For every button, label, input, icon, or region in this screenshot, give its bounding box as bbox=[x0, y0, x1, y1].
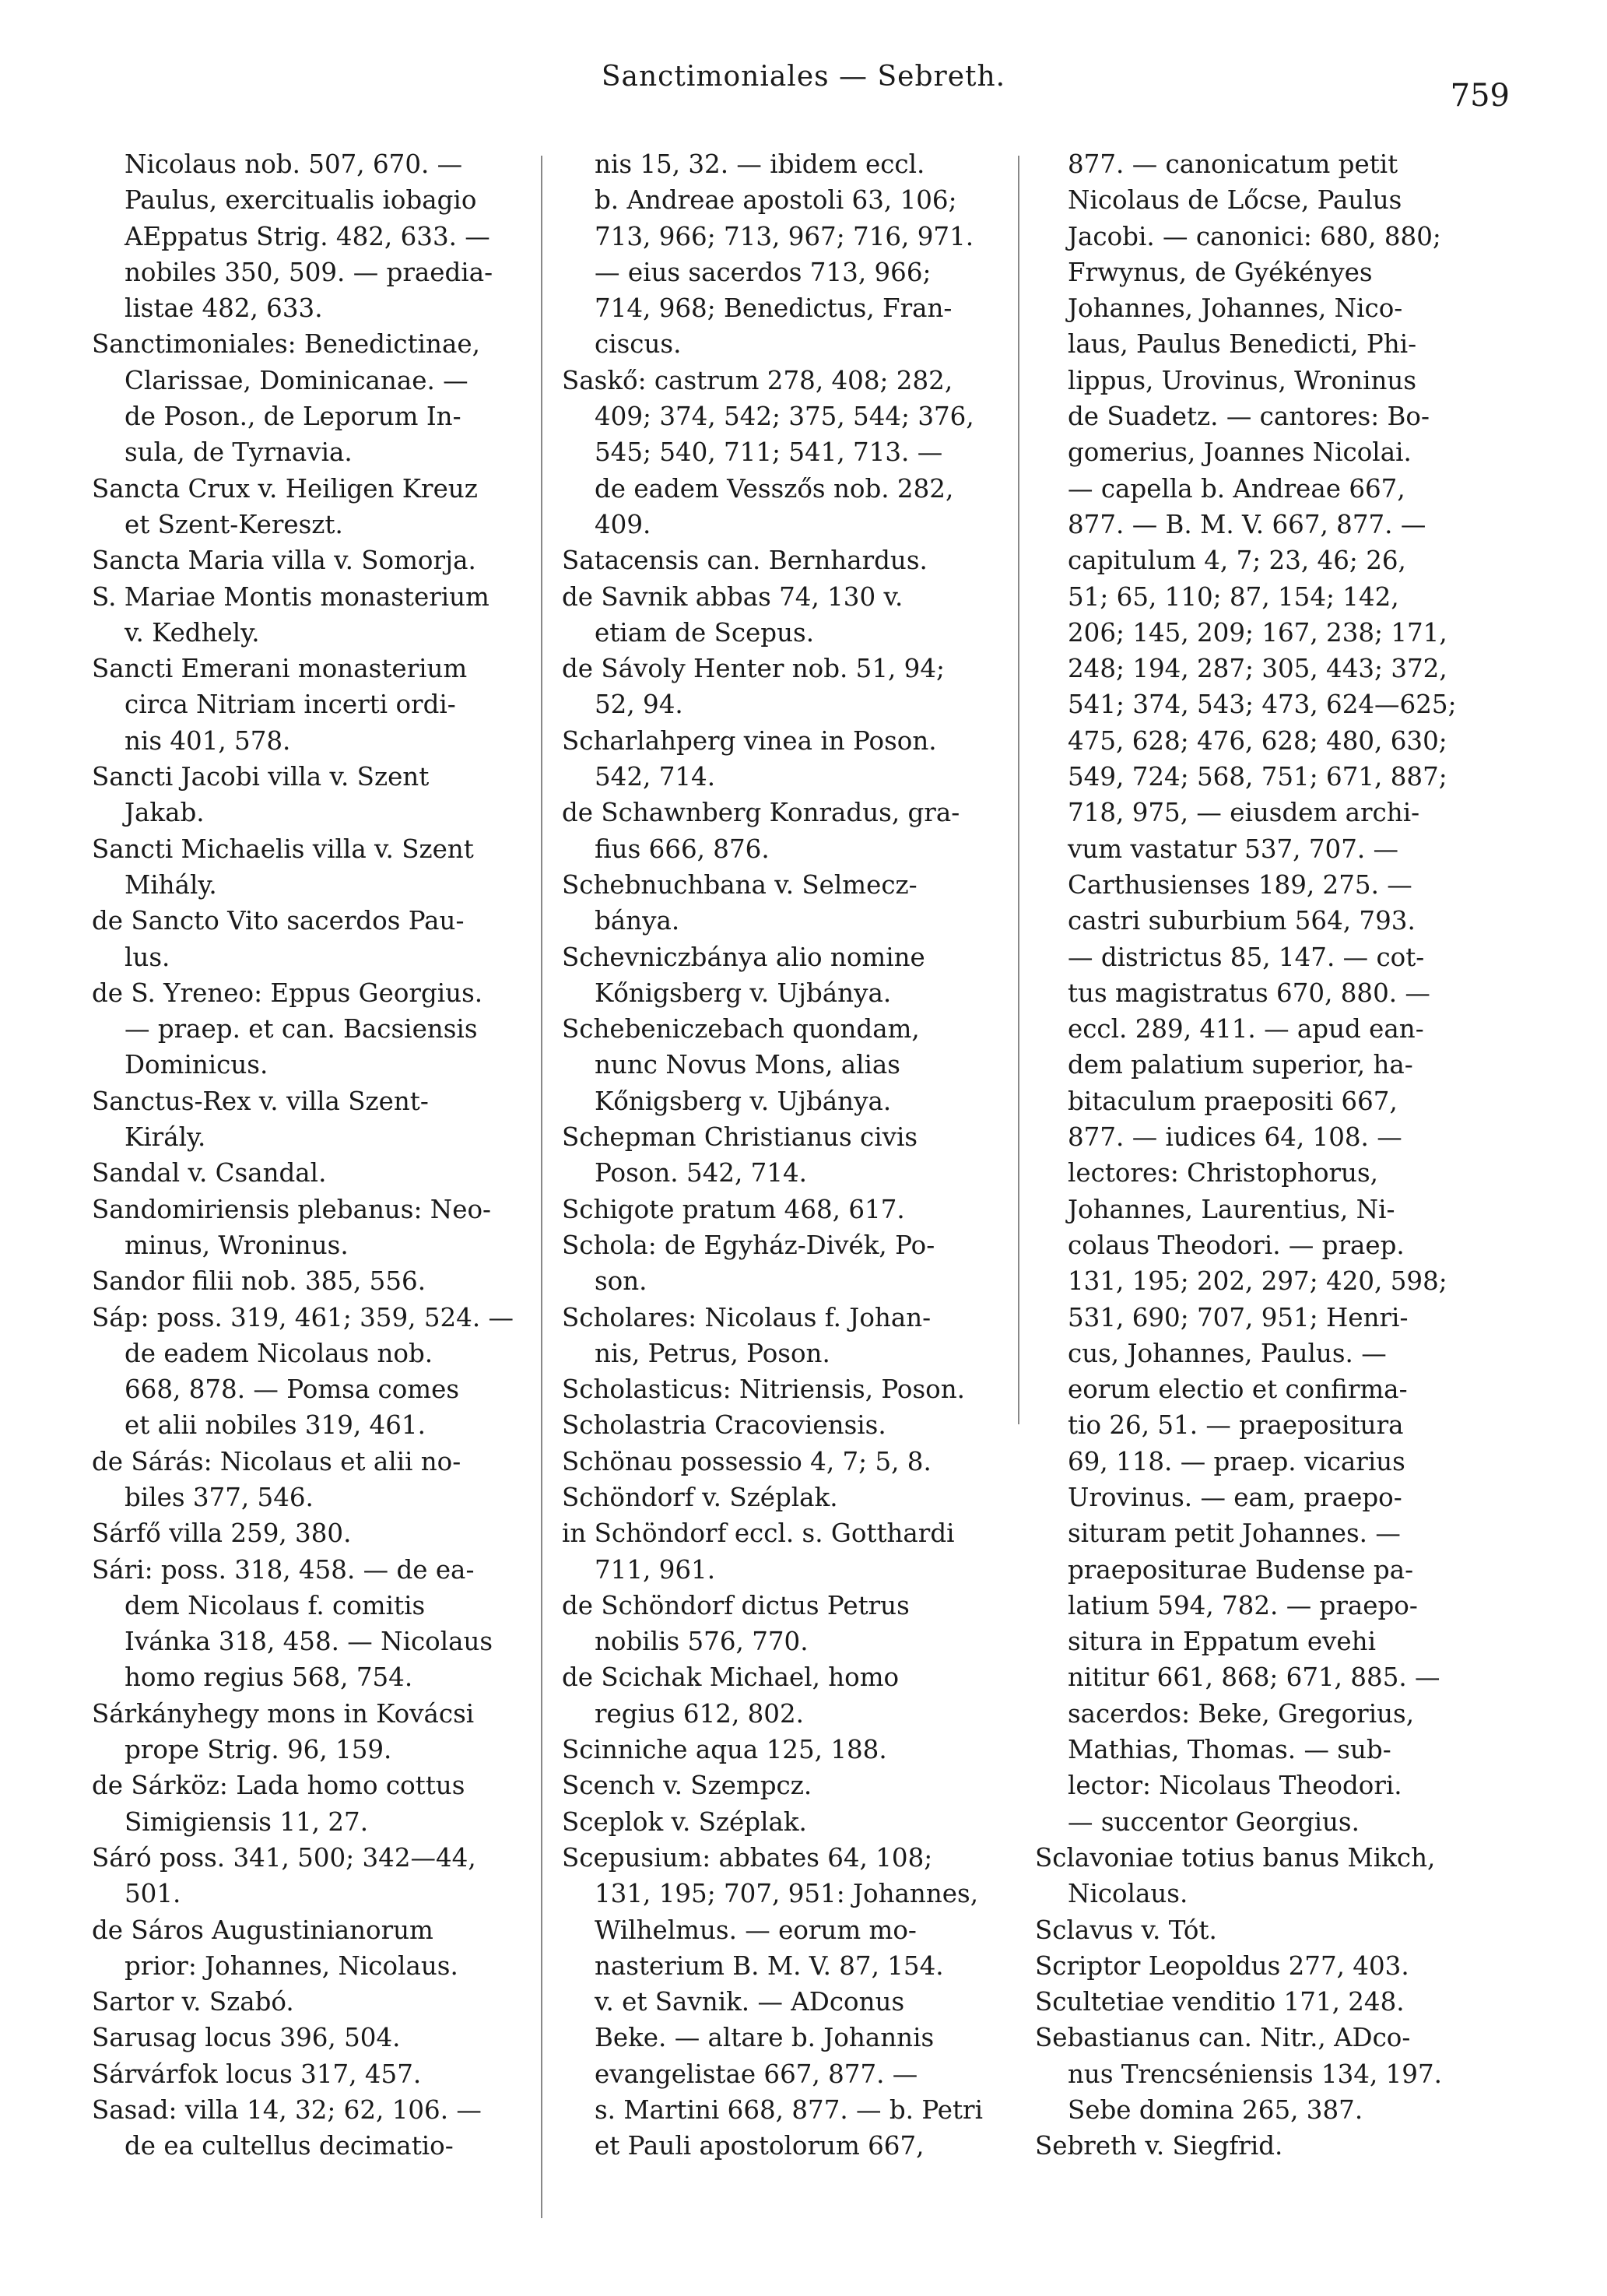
index-continuation-line: de Suadetz. — cantores: Bo- bbox=[1068, 402, 1430, 432]
index-continuation-line: AEppatus Strig. 482, 633. — bbox=[125, 221, 490, 251]
index-continuation-line: 718, 975, — eiusdem archi- bbox=[1068, 798, 1420, 828]
index-continuation-line: 542, 714. bbox=[595, 762, 716, 792]
running-header: Sanctimoniales — Sebreth. bbox=[601, 61, 1006, 93]
index-continuation-line: tio 26, 51. — praepositura bbox=[1068, 1410, 1404, 1441]
index-continuation-line: dem palatium superior, ha- bbox=[1068, 1050, 1413, 1080]
index-entry-line: de Sárás: Nicolaus et alii no- bbox=[92, 1446, 461, 1476]
index-continuation-line: 131, 195; 707, 951: Johannes, bbox=[595, 1879, 979, 1909]
index-continuation-line: minus, Wroninus. bbox=[125, 1230, 349, 1260]
column-divider bbox=[541, 156, 542, 2218]
index-continuation-line: — eius sacerdos 713, 966; bbox=[595, 257, 932, 287]
index-continuation-line: 206; 145, 209; 167, 238; 171, bbox=[1068, 617, 1447, 648]
index-continuation-line: 668, 878. — Pomsa comes bbox=[125, 1374, 460, 1405]
index-entry-line: Schevniczbánya alio nomine bbox=[562, 942, 925, 972]
index-continuation-line: Ivánka 318, 458. — Nicolaus bbox=[125, 1627, 493, 1657]
index-entry-line: Saskő: castrum 278, 408; 282, bbox=[562, 365, 953, 395]
index-continuation-line: eccl. 289, 411. — apud ean- bbox=[1068, 1014, 1424, 1044]
index-continuation-line: evangelistae 667, 877. — bbox=[595, 2059, 918, 2089]
index-continuation-line: Nicolaus de Lőcse, Paulus bbox=[1068, 185, 1402, 216]
index-continuation-line: et alii nobiles 319, 461. bbox=[125, 1410, 426, 1441]
index-continuation-line: s. Martini 668, 877. — b. Petri bbox=[595, 2095, 983, 2126]
index-column-2 bbox=[562, 146, 998, 2263]
index-continuation-line: de eadem Vesszős nob. 282, bbox=[595, 473, 954, 504]
index-continuation-line: 51; 65, 110; 87, 154; 142, bbox=[1068, 581, 1399, 612]
index-entry-line: Sasad: villa 14, 32; 62, 106. — bbox=[92, 2095, 482, 2126]
index-entry-line: de Sáros Augustinianorum bbox=[92, 1915, 433, 1945]
index-entry-line: Scholasticus: Nitriensis, Poson. bbox=[562, 1374, 965, 1405]
index-continuation-line: 409. bbox=[595, 509, 651, 539]
index-continuation-line: listae 482, 633. bbox=[125, 293, 323, 324]
index-continuation-line: gomerius, Joannes Nicolai. bbox=[1068, 437, 1412, 468]
index-continuation-line: de eadem Nicolaus nob. bbox=[125, 1338, 433, 1368]
index-entry-line: Scench v. Szempcz. bbox=[562, 1771, 812, 1801]
index-continuation-line: tus magistratus 670, 880. — bbox=[1068, 978, 1430, 1008]
index-continuation-line: biles 377, 546. bbox=[125, 1482, 314, 1512]
index-entry-line: Scultetiae venditio 171, 248. bbox=[1035, 1987, 1405, 2017]
index-continuation-line: dem Nicolaus f. comitis bbox=[125, 1590, 426, 1620]
index-continuation-line: prope Strig. 96, 159. bbox=[125, 1735, 392, 1765]
index-continuation-line: Carthusienses 189, 275. — bbox=[1068, 869, 1412, 900]
index-entry-line: Sancta Maria villa v. Somorja. bbox=[92, 546, 476, 576]
index-continuation-line: 545; 540, 711; 541, 713. — bbox=[595, 437, 943, 468]
index-continuation-line: colaus Theodori. — praep. bbox=[1068, 1230, 1405, 1260]
index-continuation-line: nunc Novus Mons, alias bbox=[595, 1050, 900, 1080]
index-continuation-line: Johannes, Johannes, Nico- bbox=[1068, 293, 1403, 324]
index-entry-line: de Sávoly Henter nob. 51, 94; bbox=[562, 654, 945, 684]
index-continuation-line: 877. — B. M. V. 667, 877. — bbox=[1068, 509, 1426, 539]
index-continuation-line: Clarissae, Dominicanae. — bbox=[125, 365, 468, 395]
index-continuation-line: situram petit Johannes. — bbox=[1068, 1518, 1401, 1549]
index-continuation-line: Wilhelmus. — eorum mo- bbox=[595, 1915, 917, 1945]
index-continuation-line: Simigiensis 11, 27. bbox=[125, 1806, 369, 1837]
index-continuation-line: Király. bbox=[125, 1122, 206, 1153]
index-continuation-line: nis, Petrus, Poson. bbox=[595, 1338, 830, 1368]
index-continuation-line: Johannes, Laurentius, Ni- bbox=[1068, 1194, 1395, 1224]
index-entry-line: Sandomiriensis plebanus: Neo- bbox=[92, 1194, 491, 1224]
index-continuation-line: 69, 118. — praep. vicarius bbox=[1068, 1446, 1405, 1476]
index-continuation-line: 711, 961. bbox=[595, 1554, 716, 1585]
index-entry-line: Scinniche aqua 125, 188. bbox=[562, 1735, 887, 1765]
index-continuation-line: 248; 194, 287; 305, 443; 372, bbox=[1068, 654, 1447, 684]
column-divider bbox=[1018, 156, 1019, 1424]
index-continuation-line: 714, 968; Benedictus, Fran- bbox=[595, 293, 953, 324]
index-continuation-line: cus, Johannes, Paulus. — bbox=[1068, 1338, 1387, 1368]
index-continuation-line: etiam de Scepus. bbox=[595, 617, 815, 648]
index-continuation-line: 531, 690; 707, 951; Henri- bbox=[1068, 1302, 1409, 1332]
index-continuation-line: Sebe domina 265, 387. bbox=[1068, 2095, 1363, 2126]
index-continuation-line: v. et Savnik. — ADconus bbox=[595, 1987, 905, 2017]
index-continuation-line: laus, Paulus Benedicti, Phi- bbox=[1068, 329, 1417, 360]
index-continuation-line: vum vastatur 537, 707. — bbox=[1068, 834, 1399, 864]
index-entry-line: Sancti Emerani monasterium bbox=[92, 654, 468, 684]
index-continuation-line: 131, 195; 202, 297; 420, 598; bbox=[1068, 1266, 1447, 1297]
index-continuation-line: situra in Eppatum evehi bbox=[1068, 1627, 1376, 1657]
index-continuation-line: Nicolaus. bbox=[1068, 1879, 1188, 1909]
index-entry-line: in Schöndorf eccl. s. Gotthardi bbox=[562, 1518, 955, 1549]
index-continuation-line: 877. — canonicatum petit bbox=[1068, 149, 1398, 179]
index-continuation-line: Kőnigsberg v. Ujbánya. bbox=[595, 978, 892, 1008]
index-continuation-line: praepositurae Budense pa- bbox=[1068, 1554, 1414, 1585]
index-continuation-line: homo regius 568, 754. bbox=[125, 1662, 413, 1693]
index-entry-line: Sclavoniae totius banus Mikch, bbox=[1035, 1842, 1436, 1873]
index-continuation-line: et Pauli apostolorum 667, bbox=[595, 2131, 925, 2161]
index-entry-line: Sárkányhegy mons in Kovácsi bbox=[92, 1698, 475, 1729]
index-continuation-line: v. Kedhely. bbox=[125, 617, 260, 648]
index-continuation-line: nititur 661, 868; 671, 885. — bbox=[1068, 1662, 1440, 1693]
index-entry-line: Sebreth v. Siegfrid. bbox=[1035, 2131, 1283, 2161]
index-entry-line: Schebnuchbana v. Selmecz- bbox=[562, 869, 918, 900]
index-continuation-line: fius 666, 876. bbox=[595, 834, 770, 864]
index-continuation-line: prior: Johannes, Nicolaus. bbox=[125, 1950, 458, 1981]
index-entry-line: de Sancto Vito sacerdos Pau- bbox=[92, 906, 465, 936]
index-continuation-line: Urovinus. — eam, praepo- bbox=[1068, 1482, 1402, 1512]
index-continuation-line: circa Nitriam incerti ordi- bbox=[125, 690, 456, 720]
index-entry-line: Scharlahperg vinea in Poson. bbox=[562, 725, 937, 756]
index-entry-line: Sandal v. Csandal. bbox=[92, 1158, 327, 1188]
index-entry-line: de Sárköz: Lada homo cottus bbox=[92, 1771, 465, 1801]
index-entry-line: de Scichak Michael, homo bbox=[562, 1662, 900, 1693]
index-entry-line: Sanctus-Rex v. villa Szent- bbox=[92, 1086, 429, 1116]
index-continuation-line: bánya. bbox=[595, 906, 680, 936]
index-continuation-line: Jakab. bbox=[125, 798, 205, 828]
index-column-3 bbox=[1035, 146, 1471, 2263]
index-column-1 bbox=[92, 146, 528, 2263]
index-continuation-line: bitaculum praepositi 667, bbox=[1068, 1086, 1398, 1116]
index-entry-line: Schebeniczebach quondam, bbox=[562, 1014, 920, 1044]
index-continuation-line: Beke. — altare b. Johannis bbox=[595, 2023, 935, 2053]
index-continuation-line: lector: Nicolaus Theodori. bbox=[1068, 1771, 1402, 1801]
index-entry-line: Sandor filii nob. 385, 556. bbox=[92, 1266, 426, 1297]
index-continuation-line: nis 401, 578. bbox=[125, 725, 291, 756]
index-continuation-line: de ea cultellus decimatio- bbox=[125, 2131, 454, 2161]
index-continuation-line: Mathias, Thomas. — sub- bbox=[1068, 1735, 1391, 1765]
index-entry-line: Sancta Crux v. Heiligen Kreuz bbox=[92, 473, 478, 504]
index-entry-line: Sáp: poss. 319, 461; 359, 524. — bbox=[92, 1302, 514, 1332]
index-continuation-line: Jacobi. — canonici: 680, 880; bbox=[1068, 221, 1441, 251]
index-continuation-line: 475, 628; 476, 628; 480, 630; bbox=[1068, 725, 1447, 756]
index-continuation-line: sula, de Tyrnavia. bbox=[125, 437, 353, 468]
index-continuation-line: lectores: Christophorus, bbox=[1068, 1158, 1378, 1188]
index-entry-line: Schola: de Egyház-Divék, Po- bbox=[562, 1230, 935, 1260]
index-entry-line: Sceplok v. Széplak. bbox=[562, 1806, 807, 1837]
index-entry-line: Sanctimoniales: Benedictinae, bbox=[92, 329, 480, 360]
index-continuation-line: nasterium B. M. V. 87, 154. bbox=[595, 1950, 944, 1981]
index-continuation-line: nus Trencséniensis 134, 197. bbox=[1068, 2059, 1442, 2089]
index-continuation-line: 409; 374, 542; 375, 544; 376, bbox=[595, 402, 974, 432]
index-entry-line: de Schawnberg Konradus, gra- bbox=[562, 798, 960, 828]
index-entry-line: Sári: poss. 318, 458. — de ea- bbox=[92, 1554, 475, 1585]
index-entry-line: Scholares: Nicolaus f. Johan- bbox=[562, 1302, 932, 1332]
index-continuation-line: Frwynus, de Gyékényes bbox=[1068, 257, 1373, 287]
index-continuation-line: lippus, Urovinus, Wroninus bbox=[1068, 365, 1417, 395]
index-entry-line: Schöndorf v. Széplak. bbox=[562, 1482, 838, 1512]
index-continuation-line: — districtus 85, 147. — cot- bbox=[1068, 942, 1425, 972]
index-entry-line: Scepusium: abbates 64, 108; bbox=[562, 1842, 933, 1873]
index-continuation-line: Dominicus. bbox=[125, 1050, 268, 1080]
index-continuation-line: 713, 966; 713, 967; 716, 971. bbox=[595, 221, 974, 251]
index-continuation-line: castri suburbium 564, 793. bbox=[1068, 906, 1416, 936]
index-continuation-line: latium 594, 782. — praepo- bbox=[1068, 1590, 1418, 1620]
index-continuation-line: eorum electio et confirma- bbox=[1068, 1374, 1408, 1405]
index-entry-line: Schönau possessio 4, 7; 5, 8. bbox=[562, 1446, 932, 1476]
index-entry-line: Sáró poss. 341, 500; 342—44, bbox=[92, 1842, 476, 1873]
index-continuation-line: nobilis 576, 770. bbox=[595, 1627, 809, 1657]
index-continuation-line: 541; 374, 543; 473, 624—625; bbox=[1068, 690, 1457, 720]
index-entry-line: Schepman Christianus civis bbox=[562, 1122, 918, 1153]
index-entry-line: Schigote pratum 468, 617. bbox=[562, 1194, 905, 1224]
index-entry-line: Sartor v. Szabó. bbox=[92, 1987, 294, 2017]
index-entry-line: Sárvárfok locus 317, 457. bbox=[92, 2059, 422, 2089]
index-continuation-line: — capella b. Andreae 667, bbox=[1068, 473, 1405, 504]
index-entry-line: Sancti Jacobi villa v. Szent bbox=[92, 762, 430, 792]
index-continuation-line: de Poson., de Leporum In- bbox=[125, 402, 461, 432]
index-entry-line: Sebastianus can. Nitr., ADco- bbox=[1035, 2023, 1411, 2053]
index-entry-line: de Schöndorf dictus Petrus bbox=[562, 1590, 910, 1620]
index-continuation-line: regius 612, 802. bbox=[595, 1698, 804, 1729]
index-continuation-line: sacerdos: Beke, Gregorius, bbox=[1068, 1698, 1415, 1729]
index-entry-line: Sarusag locus 396, 504. bbox=[92, 2023, 401, 2053]
index-continuation-line: Paulus, exercitualis iobagio bbox=[125, 185, 477, 216]
index-continuation-line: Mihály. bbox=[125, 869, 217, 900]
index-continuation-line: ciscus. bbox=[595, 329, 682, 360]
index-entry-line: Sancti Michaelis villa v. Szent bbox=[92, 834, 474, 864]
index-entry-line: Scholastria Cracoviensis. bbox=[562, 1410, 886, 1441]
index-continuation-line: 549, 724; 568, 751; 671, 887; bbox=[1068, 762, 1447, 792]
index-continuation-line: nobiles 350, 509. — praedia- bbox=[125, 257, 493, 287]
index-entry-line: Sárfő villa 259, 380. bbox=[92, 1518, 352, 1549]
index-continuation-line: lus. bbox=[125, 942, 170, 972]
index-entry-line: Satacensis can. Bernhardus. bbox=[562, 546, 928, 576]
index-entry-line: de S. Yreneo: Eppus Georgius. bbox=[92, 978, 483, 1008]
index-continuation-line: nis 15, 32. — ibidem eccl. bbox=[595, 149, 925, 179]
index-continuation-line: Poson. 542, 714. bbox=[595, 1158, 808, 1188]
index-entry-line: S. Mariae Montis monasterium bbox=[92, 581, 489, 612]
index-continuation-line: 52, 94. bbox=[595, 690, 683, 720]
index-continuation-line: — praep. et can. Bacsiensis bbox=[125, 1014, 478, 1044]
index-entry-line: de Savnik abbas 74, 130 v. bbox=[562, 581, 903, 612]
index-continuation-line: son. bbox=[595, 1266, 647, 1297]
index-continuation-line: 877. — iudices 64, 108. — bbox=[1068, 1122, 1402, 1153]
index-entry-line: Sclavus v. Tót. bbox=[1035, 1915, 1217, 1945]
index-continuation-line: capitulum 4, 7; 23, 46; 26, bbox=[1068, 546, 1406, 576]
index-continuation-line: et Szent-Kereszt. bbox=[125, 509, 343, 539]
index-continuation-line: Nicolaus nob. 507, 670. — bbox=[125, 149, 463, 179]
index-entry-line: Scriptor Leopoldus 277, 403. bbox=[1035, 1950, 1409, 1981]
index-continuation-line: — succentor Georgius. bbox=[1068, 1806, 1360, 1837]
index-continuation-line: Kőnigsberg v. Ujbánya. bbox=[595, 1086, 892, 1116]
index-continuation-line: b. Andreae apostoli 63, 106; bbox=[595, 185, 957, 216]
page-number: 759 bbox=[1450, 78, 1510, 114]
index-continuation-line: 501. bbox=[125, 1879, 181, 1909]
